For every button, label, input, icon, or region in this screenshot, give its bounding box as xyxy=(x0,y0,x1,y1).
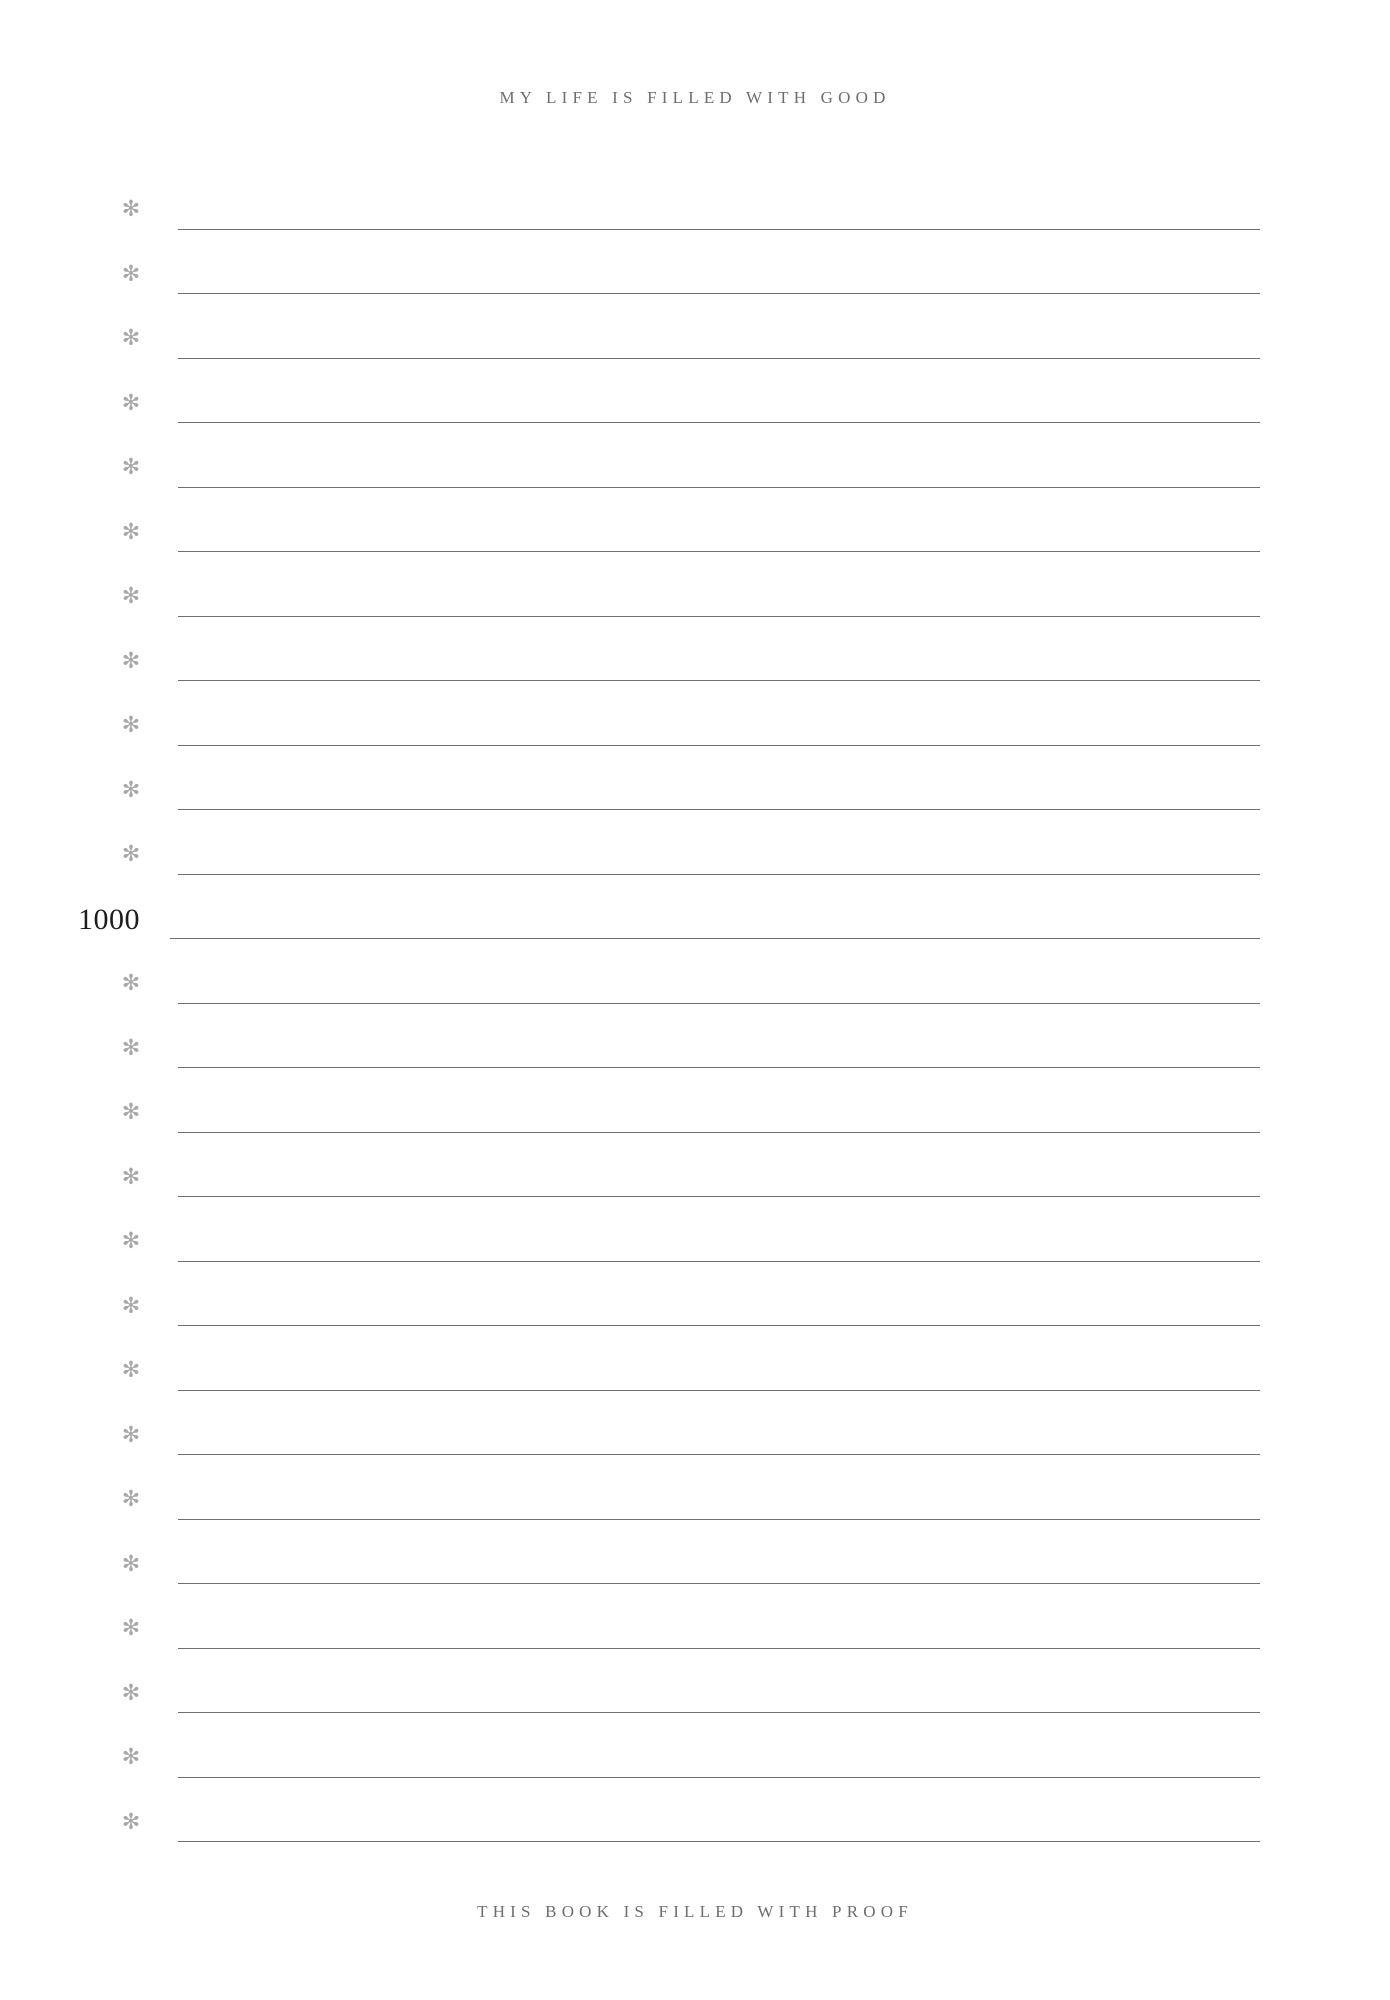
writing-line-row xyxy=(0,1017,1390,1082)
writing-line-row xyxy=(0,1597,1390,1662)
asterisk-icon: ✻ xyxy=(121,1616,141,1642)
asterisk-icon: ✻ xyxy=(121,1680,141,1706)
writing-line-row xyxy=(0,1662,1390,1727)
asterisk-icon: ✻ xyxy=(121,713,141,739)
writing-line[interactable] xyxy=(178,1777,1260,1778)
writing-line-row xyxy=(0,694,1390,759)
asterisk-icon: ✻ xyxy=(121,197,141,223)
writing-line-row xyxy=(0,501,1390,566)
writing-line[interactable] xyxy=(178,809,1260,810)
writing-line[interactable] xyxy=(178,1003,1260,1004)
writing-line-row xyxy=(0,565,1390,630)
writing-line[interactable] xyxy=(178,680,1260,681)
writing-line-row xyxy=(0,1081,1390,1146)
asterisk-icon: ✻ xyxy=(121,842,141,868)
writing-line[interactable] xyxy=(178,229,1260,230)
asterisk-icon: ✻ xyxy=(121,455,141,481)
writing-line-row xyxy=(0,1339,1390,1404)
asterisk-icon: ✻ xyxy=(121,1164,141,1190)
writing-line-row xyxy=(0,823,1390,888)
asterisk-icon: ✻ xyxy=(121,1422,141,1448)
asterisk-icon: ✻ xyxy=(121,1229,141,1255)
writing-line[interactable] xyxy=(178,551,1260,552)
asterisk-icon: ✻ xyxy=(121,648,141,674)
asterisk-icon: ✻ xyxy=(121,1487,141,1513)
writing-line[interactable] xyxy=(178,1712,1260,1713)
asterisk-icon: ✻ xyxy=(121,1551,141,1577)
writing-line-row xyxy=(0,436,1390,501)
writing-line[interactable] xyxy=(170,938,1260,939)
writing-line-row xyxy=(0,1404,1390,1469)
writing-line[interactable] xyxy=(178,1196,1260,1197)
writing-line-row xyxy=(0,759,1390,824)
asterisk-icon: ✻ xyxy=(121,261,141,287)
asterisk-icon: ✻ xyxy=(121,1100,141,1126)
writing-line[interactable] xyxy=(178,422,1260,423)
writing-line[interactable] xyxy=(178,293,1260,294)
writing-line[interactable] xyxy=(178,1648,1260,1649)
writing-line[interactable] xyxy=(178,745,1260,746)
writing-line-row xyxy=(0,1275,1390,1340)
writing-line[interactable] xyxy=(178,487,1260,488)
asterisk-icon: ✻ xyxy=(121,971,141,997)
writing-line[interactable] xyxy=(178,1325,1260,1326)
asterisk-icon: ✻ xyxy=(121,326,141,352)
writing-line-row xyxy=(0,1210,1390,1275)
writing-line-row xyxy=(0,630,1390,695)
writing-line[interactable] xyxy=(178,1067,1260,1068)
asterisk-icon: ✻ xyxy=(121,777,141,803)
writing-line[interactable] xyxy=(178,1132,1260,1133)
page-header-title: MY LIFE IS FILLED WITH GOOD xyxy=(499,88,891,107)
asterisk-icon: ✻ xyxy=(121,584,141,610)
asterisk-icon: ✻ xyxy=(121,1358,141,1384)
writing-line[interactable] xyxy=(178,1519,1260,1520)
writing-line[interactable] xyxy=(178,1261,1260,1262)
writing-line-row xyxy=(0,178,1390,243)
writing-line-row xyxy=(0,888,1390,953)
writing-line-row xyxy=(0,243,1390,308)
writing-line-row xyxy=(0,952,1390,1017)
writing-line-row xyxy=(0,1533,1390,1598)
writing-lines-area xyxy=(0,178,1390,1855)
line-number-marker: 1000 xyxy=(78,902,140,936)
page-footer-title: THIS BOOK IS FILLED WITH PROOF xyxy=(477,1902,913,1921)
asterisk-icon: ✻ xyxy=(121,1745,141,1771)
writing-line[interactable] xyxy=(178,1390,1260,1391)
writing-line-row xyxy=(0,1791,1390,1856)
asterisk-icon: ✻ xyxy=(121,1293,141,1319)
writing-line[interactable] xyxy=(178,1583,1260,1584)
asterisk-icon: ✻ xyxy=(121,390,141,416)
writing-line[interactable] xyxy=(178,1841,1260,1842)
writing-line-row xyxy=(0,372,1390,437)
writing-line-row xyxy=(0,1468,1390,1533)
asterisk-icon: ✻ xyxy=(121,519,141,545)
writing-line[interactable] xyxy=(178,616,1260,617)
asterisk-icon: ✻ xyxy=(121,1035,141,1061)
writing-line[interactable] xyxy=(178,358,1260,359)
writing-line-row xyxy=(0,1146,1390,1211)
writing-line[interactable] xyxy=(178,874,1260,875)
asterisk-icon: ✻ xyxy=(121,1809,141,1835)
writing-line-row xyxy=(0,307,1390,372)
writing-line[interactable] xyxy=(178,1454,1260,1455)
writing-line-row xyxy=(0,1726,1390,1791)
